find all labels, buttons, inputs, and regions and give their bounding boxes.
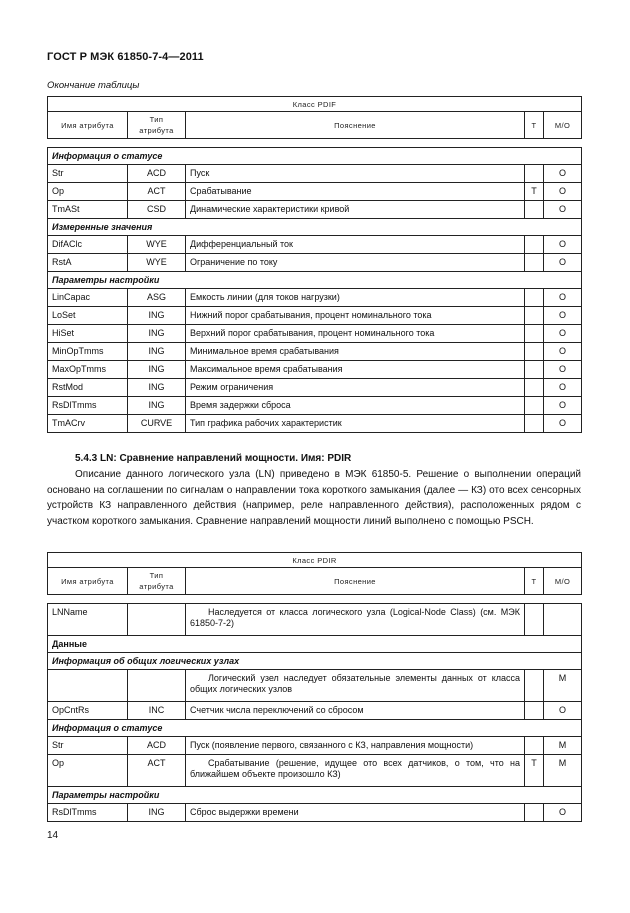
attr-mo: O bbox=[544, 325, 582, 343]
attr-name: LinCapac bbox=[48, 289, 128, 307]
table-row bbox=[48, 254, 582, 272]
attr-name: Op bbox=[48, 183, 128, 201]
attr-type: ACD bbox=[128, 737, 186, 755]
attr-mo: O bbox=[544, 415, 582, 433]
col-header-name: Имя атрибута bbox=[48, 568, 128, 595]
attr-explanation: Дифференциальный ток bbox=[186, 236, 525, 254]
table-row bbox=[48, 325, 582, 343]
attr-type: ING bbox=[128, 379, 186, 397]
col-header-type: Тип атрибута bbox=[128, 568, 186, 595]
page-header: ГОСТ Р МЭК 61850-7-4—2011 bbox=[47, 51, 204, 63]
attr-explanation: Время задержки сброса bbox=[186, 397, 525, 415]
attr-explanation: Пуск bbox=[186, 165, 525, 183]
attr-type: ACT bbox=[128, 183, 186, 201]
attr-explanation: Минимальное время срабатывания bbox=[186, 343, 525, 361]
attr-t bbox=[525, 670, 544, 702]
section-header: Информация о статусе bbox=[48, 148, 582, 165]
data-section-label: Данные bbox=[48, 636, 582, 653]
attr-t bbox=[525, 737, 544, 755]
attr-name: RsDlTmms bbox=[48, 804, 128, 822]
attr-t bbox=[525, 201, 544, 219]
attr-name: TmASt bbox=[48, 201, 128, 219]
attr-t bbox=[525, 343, 544, 361]
attr-name: TmACrv bbox=[48, 415, 128, 433]
col-header-t: Т bbox=[525, 568, 544, 595]
attr-mo: M bbox=[544, 755, 582, 787]
attr-mo bbox=[544, 604, 582, 636]
attr-type: WYE bbox=[128, 236, 186, 254]
attr-t bbox=[525, 702, 544, 720]
col-header-t: Т bbox=[525, 112, 544, 139]
col-header-type: Тип атрибута bbox=[128, 112, 186, 139]
attr-t bbox=[525, 165, 544, 183]
attr-type bbox=[128, 604, 186, 636]
attr-type: WYE bbox=[128, 254, 186, 272]
table-row bbox=[48, 702, 582, 720]
attr-mo: O bbox=[544, 183, 582, 201]
attr-explanation: Нижний порог срабатывания, процент номинального тока bbox=[186, 307, 525, 325]
attr-mo: O bbox=[544, 307, 582, 325]
section-header: Параметры настройки bbox=[48, 787, 582, 804]
attr-t: T bbox=[525, 755, 544, 787]
attr-name: Str bbox=[48, 165, 128, 183]
attr-explanation: Наследуется от класса логического узла (Logical-Node Class) (см. МЭК 61850-7-2) bbox=[186, 604, 525, 636]
table-row bbox=[48, 379, 582, 397]
table-caption: Окончание таблицы bbox=[47, 80, 140, 91]
table-row bbox=[48, 604, 582, 636]
attr-name bbox=[48, 670, 128, 702]
table-row bbox=[48, 236, 582, 254]
attr-mo: O bbox=[544, 702, 582, 720]
attr-name: Str bbox=[48, 737, 128, 755]
attr-explanation: Пуск (появление первого, связанного с КЗ, направления мощности) bbox=[186, 737, 525, 755]
attr-explanation: Тип графика рабочих характеристик bbox=[186, 415, 525, 433]
attr-t bbox=[525, 325, 544, 343]
table-row bbox=[48, 183, 582, 201]
attr-type: ACT bbox=[128, 755, 186, 787]
attr-type: ASG bbox=[128, 289, 186, 307]
attr-mo: O bbox=[544, 254, 582, 272]
table-row bbox=[48, 307, 582, 325]
attr-explanation: Емкость линии (для токов нагрузки) bbox=[186, 289, 525, 307]
attr-type bbox=[128, 670, 186, 702]
attr-t bbox=[525, 379, 544, 397]
table-row bbox=[48, 289, 582, 307]
attr-mo: M bbox=[544, 737, 582, 755]
section-header: Измеренные значения bbox=[48, 219, 582, 236]
attr-mo: O bbox=[544, 804, 582, 822]
attr-mo: O bbox=[544, 165, 582, 183]
attr-type: INC bbox=[128, 702, 186, 720]
attr-name: DifAClc bbox=[48, 236, 128, 254]
pdif-table bbox=[47, 96, 582, 433]
section-title: 5.4.3 LN: Сравнение направлений мощности. Имя: PDIR bbox=[75, 453, 352, 464]
section-header: Информация о статусе bbox=[48, 720, 582, 737]
section-header: Информация об общих логических узлах bbox=[48, 653, 582, 670]
attr-explanation: Динамические характеристики кривой bbox=[186, 201, 525, 219]
attr-name: RsDlTmms bbox=[48, 397, 128, 415]
table-row bbox=[48, 165, 582, 183]
attr-name: RstA bbox=[48, 254, 128, 272]
attr-type: ING bbox=[128, 325, 186, 343]
col-header-mo: М/О bbox=[544, 568, 582, 595]
attr-t bbox=[525, 804, 544, 822]
attr-t bbox=[525, 604, 544, 636]
attr-explanation: Максимальное время срабатывания bbox=[186, 361, 525, 379]
attr-t bbox=[525, 289, 544, 307]
attr-name: HiSet bbox=[48, 325, 128, 343]
attr-type: ACD bbox=[128, 165, 186, 183]
page-number: 14 bbox=[47, 830, 59, 841]
attr-type: ING bbox=[128, 804, 186, 822]
attr-type: ING bbox=[128, 361, 186, 379]
attr-explanation: Режим ограничения bbox=[186, 379, 525, 397]
attr-name: LNName bbox=[48, 604, 128, 636]
description-paragraph: Описание данного логического узла (LN) приведено в МЭК 61850-5. Решение о выполнении операций основано на соглашении по сигналам о направлении тока короткого замыкания (далее — КЗ) ото всех сенсорных устройств КЗ направленного действия (например, реле направленного действия), расположенных рядом с участком короткого замыкания. Сравнение направлений мощности линий выполнено с помощью PSCH. bbox=[47, 469, 581, 527]
table-row bbox=[48, 755, 582, 787]
col-header-mo: М/О bbox=[544, 112, 582, 139]
class-title: Класс PDIF bbox=[48, 97, 582, 112]
attr-type: CSD bbox=[128, 201, 186, 219]
attr-type: ING bbox=[128, 397, 186, 415]
attr-t bbox=[525, 397, 544, 415]
attr-mo: O bbox=[544, 289, 582, 307]
attr-name: OpCntRs bbox=[48, 702, 128, 720]
table-row bbox=[48, 415, 582, 433]
attr-t bbox=[525, 236, 544, 254]
pdir-table bbox=[47, 552, 582, 822]
attr-type: CURVE bbox=[128, 415, 186, 433]
attr-t: T bbox=[525, 183, 544, 201]
attr-explanation: Ограничение по току bbox=[186, 254, 525, 272]
attr-t bbox=[525, 415, 544, 433]
attr-mo: O bbox=[544, 236, 582, 254]
attr-explanation: Верхний порог срабатывания, процент номинального тока bbox=[186, 325, 525, 343]
attr-t bbox=[525, 361, 544, 379]
attr-mo: O bbox=[544, 361, 582, 379]
attr-explanation: Срабатывание (решение, идущее ото всех датчиков, о том, что на ближайшем объекте произошло КЗ) bbox=[186, 755, 525, 787]
attr-explanation: Срабатывание bbox=[186, 183, 525, 201]
attr-mo: O bbox=[544, 201, 582, 219]
attr-type: ING bbox=[128, 307, 186, 325]
col-header-explanation: Пояснение bbox=[186, 112, 525, 139]
attr-mo: O bbox=[544, 379, 582, 397]
section-header: Параметры настройки bbox=[48, 272, 582, 289]
table-row bbox=[48, 343, 582, 361]
attr-type: ING bbox=[128, 343, 186, 361]
attr-mo: O bbox=[544, 397, 582, 415]
attr-mo: M bbox=[544, 670, 582, 702]
attr-name: RstMod bbox=[48, 379, 128, 397]
table-row bbox=[48, 397, 582, 415]
attr-name: MaxOpTmms bbox=[48, 361, 128, 379]
col-header-name: Имя атрибута bbox=[48, 112, 128, 139]
table-row bbox=[48, 804, 582, 822]
attr-explanation: Сброс выдержки времени bbox=[186, 804, 525, 822]
attr-t bbox=[525, 254, 544, 272]
attr-mo: O bbox=[544, 343, 582, 361]
attr-explanation: Логический узел наследует обязательные элементы данных от класса общих логических узлов bbox=[186, 670, 525, 702]
attr-name: LoSet bbox=[48, 307, 128, 325]
table-row bbox=[48, 361, 582, 379]
class-title: Класс PDIR bbox=[48, 553, 582, 568]
attr-t bbox=[525, 307, 544, 325]
attr-name: MinOpTmms bbox=[48, 343, 128, 361]
table-row bbox=[48, 670, 582, 702]
col-header-explanation: Пояснение bbox=[186, 568, 525, 595]
attr-explanation: Счетчик числа переключений со сбросом bbox=[186, 702, 525, 720]
table-row bbox=[48, 201, 582, 219]
table-row bbox=[48, 737, 582, 755]
attr-name: Op bbox=[48, 755, 128, 787]
